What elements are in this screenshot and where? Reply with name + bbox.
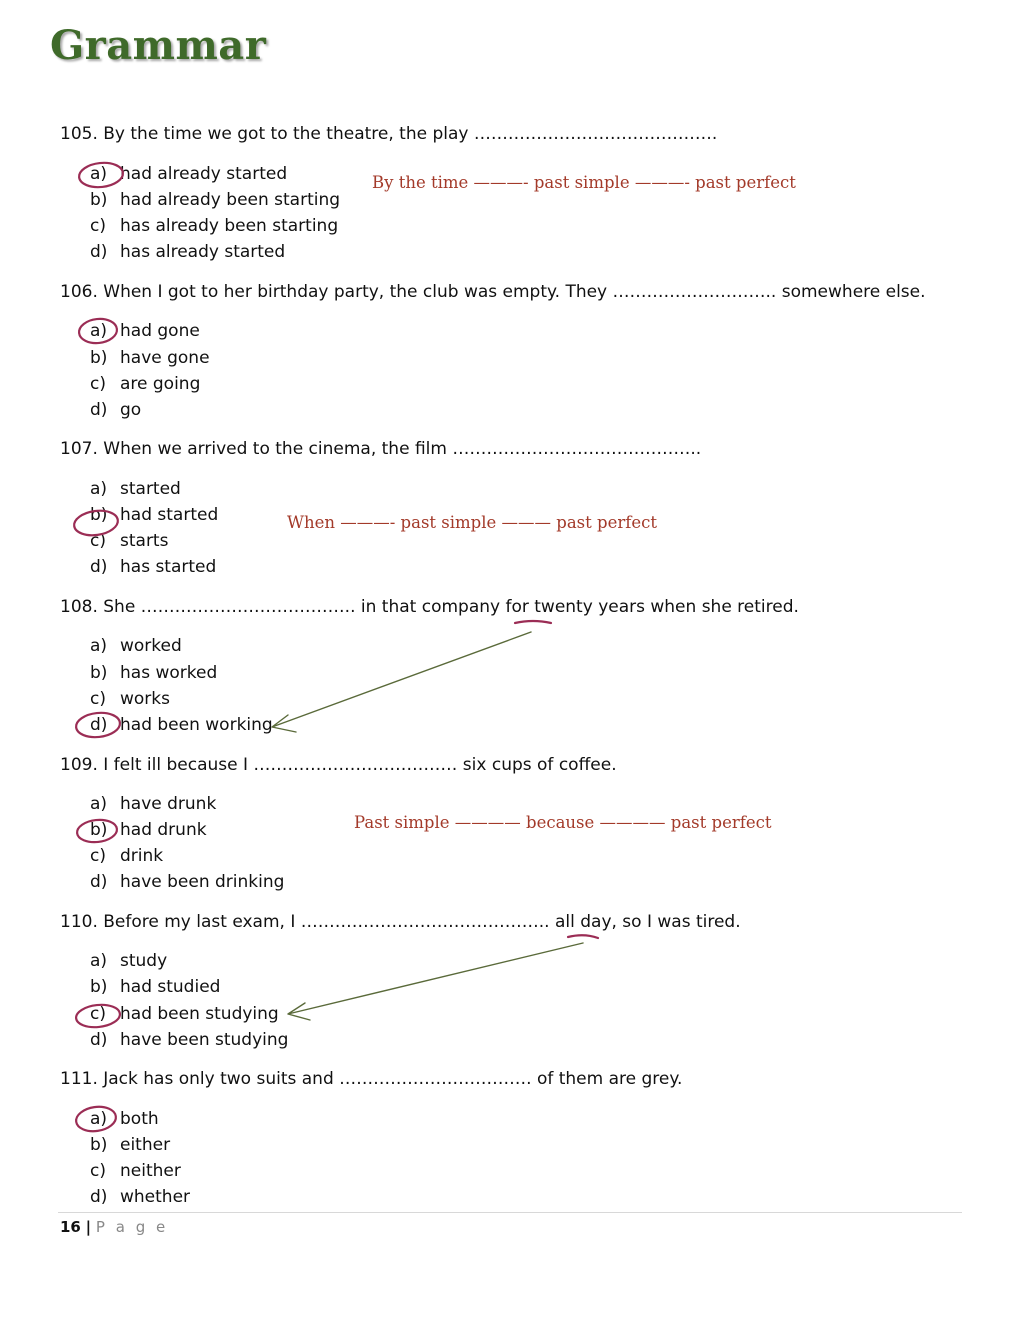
answer-circle-111: [75, 1104, 118, 1133]
answer-circle-108: [75, 711, 121, 739]
option-letter: b): [90, 820, 108, 840]
option-text: have drunk: [120, 794, 217, 814]
option-text: had been working: [120, 715, 273, 735]
question-109: 109. I felt ill because I ……………………………… six cups of coffee.: [60, 755, 617, 775]
underline-for: [515, 621, 551, 623]
option-letter: a): [90, 951, 108, 971]
option-text: had gone: [120, 321, 200, 341]
option-text: had studied: [120, 977, 221, 997]
answer-circle-107: [73, 508, 120, 538]
option-letter: a): [90, 636, 108, 656]
option-letter: c): [90, 689, 106, 709]
footer-divider: [58, 1212, 962, 1213]
note-because: Past simple ———— because ———— past perfect: [354, 813, 772, 832]
option-letter: b): [90, 348, 108, 368]
option-text: go: [120, 400, 142, 420]
question-107: 107. When we arrived to the cinema, the film ……………………………………..: [60, 439, 702, 459]
note-by-the-time: By the time ———- past simple ———- past perfect: [372, 173, 796, 192]
option-text: started: [120, 479, 181, 499]
option-text: had been studying: [120, 1004, 279, 1024]
option-text: worked: [120, 636, 182, 656]
option-text: both: [120, 1109, 159, 1129]
option-letter: b): [90, 663, 108, 683]
option-text: whether: [120, 1187, 191, 1207]
page-label: P a g e: [95, 1218, 169, 1236]
option-letter: a): [90, 479, 108, 499]
option-text: had started: [120, 505, 219, 525]
option-letter: d): [90, 242, 108, 262]
option-text: drink: [120, 846, 164, 866]
option-letter: c): [90, 1004, 106, 1024]
option-text: have been studying: [120, 1030, 289, 1050]
answer-circle-105: [78, 161, 124, 189]
answer-circle-110: [75, 1003, 121, 1029]
option-letter: d): [90, 557, 108, 577]
underline-all: [568, 935, 598, 938]
option-text: study: [120, 951, 168, 971]
option-letter: a): [90, 794, 108, 814]
option-letter: c): [90, 846, 106, 866]
question-106: 106. When I got to her birthday party, the club was empty. They ……………………….. somewhere else.: [60, 282, 926, 302]
answer-circle-106: [78, 317, 118, 345]
option-letter: b): [90, 977, 108, 997]
option-text: had drunk: [120, 820, 207, 840]
option-text: either: [120, 1135, 171, 1155]
option-letter: d): [90, 715, 108, 735]
option-letter: d): [90, 400, 108, 420]
footer-separator: |: [85, 1218, 92, 1236]
option-letter: c): [90, 374, 106, 394]
option-text: have been drinking: [120, 872, 285, 892]
option-text: has worked: [120, 663, 218, 683]
option-text: had already started: [120, 164, 288, 184]
option-text: starts: [120, 531, 169, 551]
option-text: has started: [120, 557, 217, 577]
note-when: When ———- past simple ——— past perfect: [287, 513, 657, 532]
option-text: have gone: [120, 348, 210, 368]
option-letter: c): [90, 216, 106, 236]
arrow-110: [288, 943, 583, 1020]
answer-circle-109: [76, 818, 118, 844]
question-110: 110. Before my last exam, I …………………………………….. all day, so I was tired.: [60, 912, 741, 932]
option-letter: d): [90, 1030, 108, 1050]
option-text: had already been starting: [120, 190, 341, 210]
option-letter: b): [90, 505, 108, 525]
option-letter: b): [90, 1135, 108, 1155]
question-105: 105. By the time we got to the theatre, the play …………………………………….: [60, 124, 718, 144]
question-111: 111. Jack has only two suits and ……………………………. of them are grey.: [60, 1069, 683, 1089]
arrow-108: [272, 632, 531, 732]
option-letter: c): [90, 531, 106, 551]
option-text: has already started: [120, 242, 286, 262]
option-letter: d): [90, 1187, 108, 1207]
option-text: are going: [120, 374, 201, 394]
question-108: 108. She ……………………………….. in that company for twenty years when she retired.: [60, 597, 799, 617]
option-letter: a): [90, 1109, 108, 1129]
option-letter: b): [90, 190, 108, 210]
option-letter: c): [90, 1161, 106, 1181]
option-letter: a): [90, 321, 108, 341]
page-title: Grammar: [50, 22, 267, 69]
option-text: has already been starting: [120, 216, 339, 236]
option-letter: a): [90, 164, 108, 184]
page-footer: [60, 1218, 168, 1236]
option-text: neither: [120, 1161, 181, 1181]
option-letter: d): [90, 872, 108, 892]
option-text: works: [120, 689, 170, 709]
page-number: 16: [60, 1218, 81, 1236]
